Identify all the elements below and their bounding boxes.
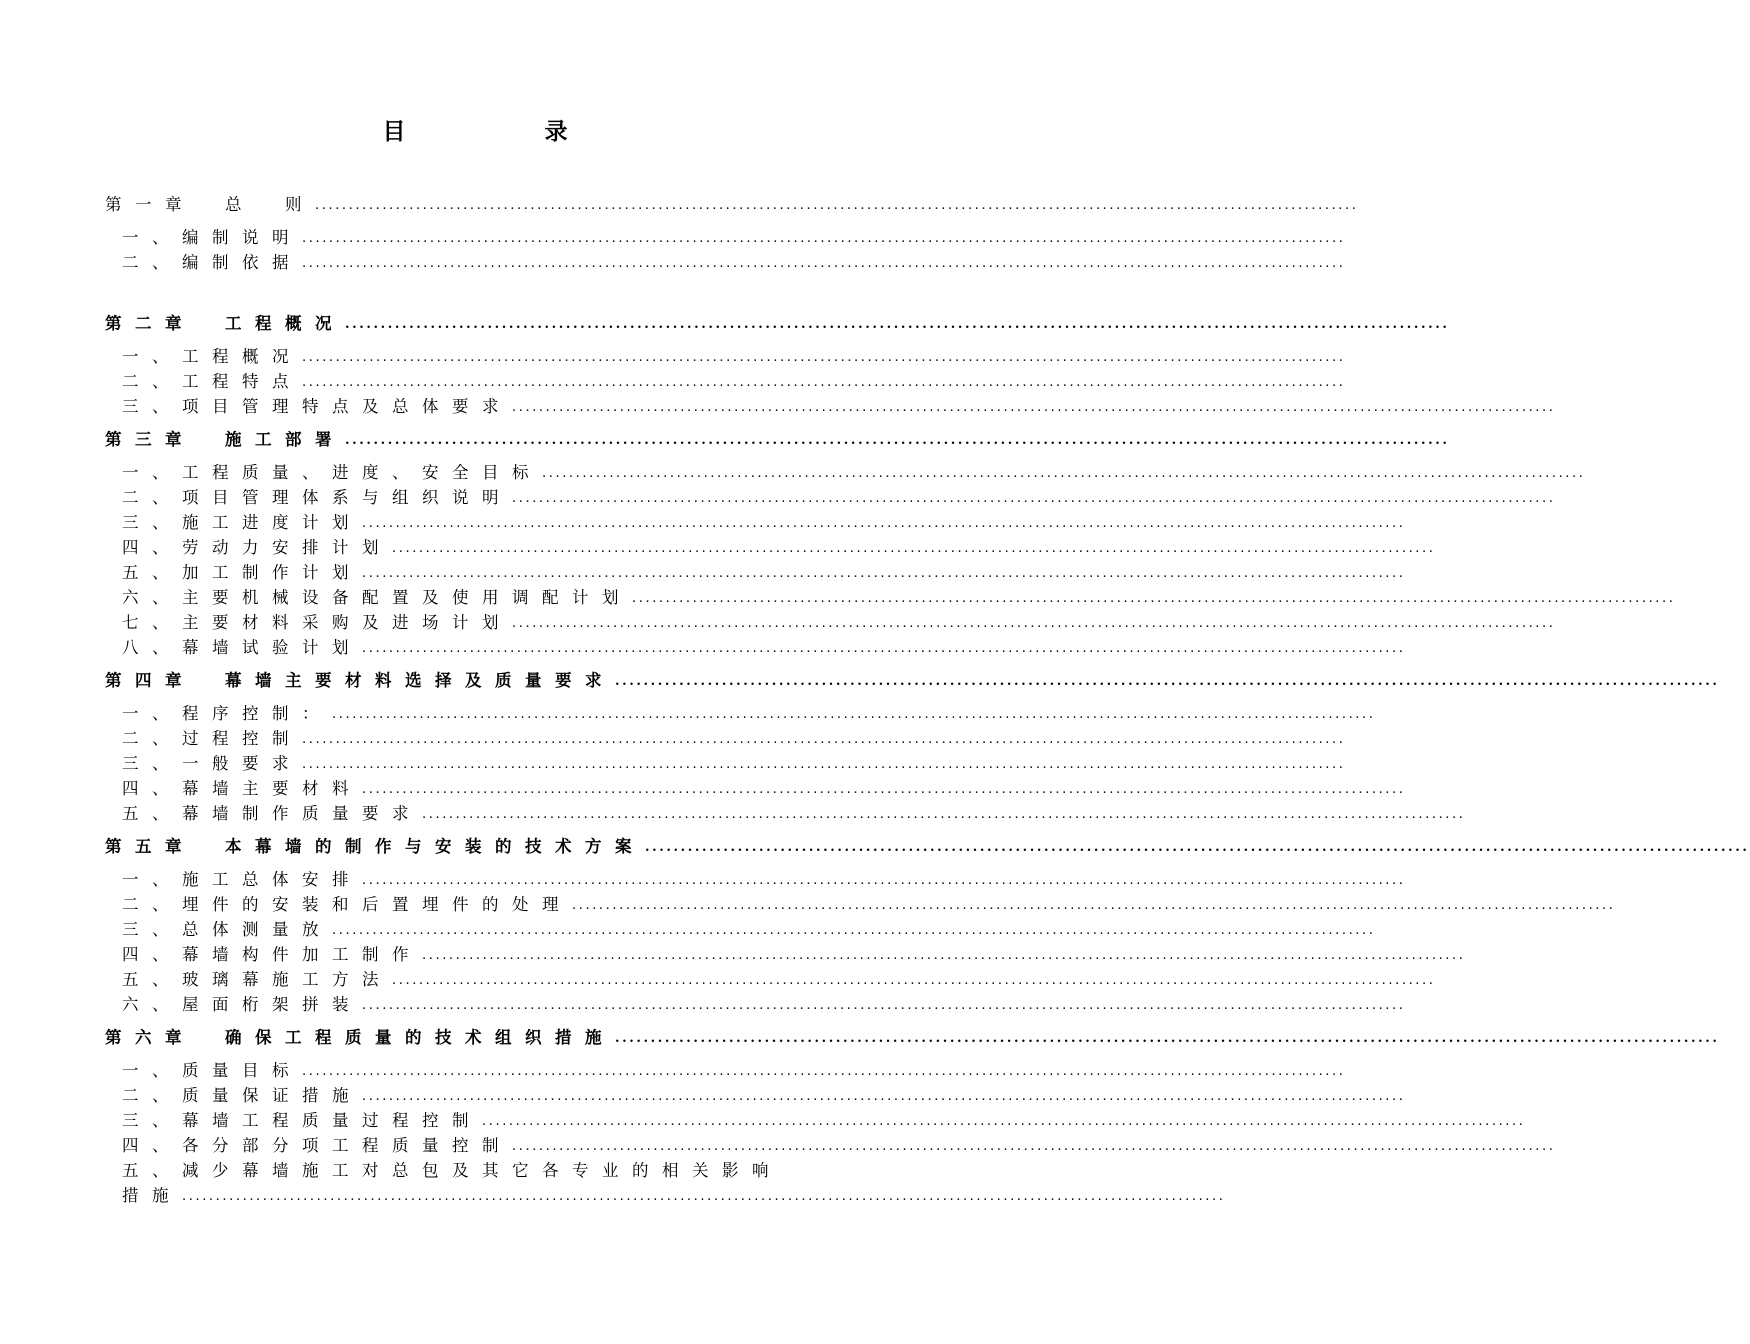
toc-entry-label: 六、主要机械设备配置及使用调配计划 xyxy=(122,588,632,607)
toc-section[interactable] xyxy=(105,1083,1406,1108)
dot-leader: ........................................................................................................................................................... xyxy=(512,1139,1556,1154)
toc-entry-label: 三、施工进度计划 xyxy=(122,513,362,532)
toc-entry-label: 八、幕墙试验计划 xyxy=(122,638,362,657)
dot-leader: ........................................................................................................................................................... xyxy=(302,256,1346,271)
dot-leader: ........................................................................................................................................................... xyxy=(512,400,1556,415)
toc-entry-label: 二、工程特点 xyxy=(122,372,302,391)
toc-entry-label: 第三章 施工部署 xyxy=(105,430,345,449)
toc-entry-label: 第一章 总 则 xyxy=(105,195,315,214)
dot-leader: ........................................................................................................................................................... xyxy=(302,732,1346,747)
toc-chapter-6[interactable] xyxy=(105,1025,1720,1050)
dot-leader: ........................................................................................................................................................... xyxy=(392,541,1436,556)
toc-entry-label: 一、编制说明 xyxy=(122,228,302,247)
toc-section[interactable] xyxy=(105,585,1676,610)
dot-leader: ........................................................................................................................................................... xyxy=(422,948,1466,963)
toc-section[interactable] xyxy=(105,751,1346,776)
toc-section-wrapped-end[interactable] xyxy=(105,1183,1226,1208)
toc-entry-label: 三、项目管理特点及总体要求 xyxy=(122,397,512,416)
toc-entry-label: 措施 xyxy=(122,1186,182,1205)
toc-section[interactable] xyxy=(105,460,1586,485)
toc-section[interactable] xyxy=(105,394,1556,419)
toc-section[interactable] xyxy=(105,942,1466,967)
page-title: 目 录 xyxy=(382,118,626,145)
toc-section[interactable] xyxy=(105,776,1406,801)
dot-leader: ........................................................................................................................................................... xyxy=(362,641,1406,656)
dot-leader: ........................................................................................................................................................... xyxy=(362,873,1406,888)
toc-entry-label: 七、主要材料采购及进场计划 xyxy=(122,613,512,632)
toc-section[interactable] xyxy=(105,535,1436,560)
toc-entry-label: 第六章 确保工程质量的技术组织措施 xyxy=(105,1028,615,1047)
toc-section[interactable] xyxy=(105,485,1556,510)
toc-entry-label: 二、编制依据 xyxy=(122,253,302,272)
toc-entry-label: 五、加工制作计划 xyxy=(122,563,362,582)
toc-entry-label: 五、玻璃幕施工方法 xyxy=(122,970,392,989)
toc-section[interactable] xyxy=(105,344,1346,369)
dot-leader: ........................................................................................................................................................... xyxy=(332,707,1376,722)
toc-section[interactable] xyxy=(105,1058,1346,1083)
table-of-contents xyxy=(105,192,1750,1208)
dot-leader: ........................................................................................................................................................... xyxy=(482,1114,1526,1129)
toc-section[interactable] xyxy=(105,1133,1556,1158)
toc-section[interactable] xyxy=(105,726,1346,751)
dot-leader: ........................................................................................................................................................... xyxy=(362,1089,1406,1104)
toc-section[interactable] xyxy=(105,967,1436,992)
toc-entry-label: 六、屋面桁架拼装 xyxy=(122,995,362,1014)
toc-entry-label: 一、工程质量、进度、安全目标 xyxy=(122,463,542,482)
toc-chapter-2[interactable] xyxy=(105,311,1450,336)
dot-leader: ........................................................................................................................................................... xyxy=(422,807,1466,822)
toc-chapter-1[interactable] xyxy=(105,192,1359,217)
dot-leader: ........................................................................................................................................................... xyxy=(315,198,1359,213)
toc-section[interactable] xyxy=(105,369,1346,394)
dot-leader: ........................................................................................................................................................... xyxy=(645,840,1750,855)
dot-leader: ........................................................................................................................................................... xyxy=(615,1031,1720,1046)
dot-leader: ........................................................................................................................................................... xyxy=(512,491,1556,506)
toc-section[interactable] xyxy=(105,225,1346,250)
toc-entry-label: 一、程序控制： xyxy=(122,704,332,723)
dot-leader: ........................................................................................................................................................... xyxy=(362,998,1406,1013)
toc-entry-label: 二、质量保证措施 xyxy=(122,1086,362,1105)
toc-entry-label: 三、幕墙工程质量过程控制 xyxy=(122,1111,482,1130)
dot-leader: ........................................................................................................................................................... xyxy=(392,973,1436,988)
toc-section[interactable] xyxy=(105,801,1466,826)
toc-entry-label: 四、各分部分项工程质量控制 xyxy=(122,1136,512,1155)
toc-entry-label: 五、幕墙制作质量要求 xyxy=(122,804,422,823)
dot-leader: ........................................................................................................................................................... xyxy=(632,591,1676,606)
dot-leader: ........................................................................................................................................................... xyxy=(362,782,1406,797)
dot-leader: ........................................................................................................................................................... xyxy=(615,674,1720,689)
toc-section-wrapped[interactable]: 五、减少幕墙施工对总包及其它各专业的相关影响 xyxy=(122,1161,782,1180)
dot-leader: ........................................................................................................................................................... xyxy=(182,1189,1226,1204)
toc-section[interactable] xyxy=(105,1108,1526,1133)
dot-leader: ........................................................................................................................................................... xyxy=(302,375,1346,390)
toc-entry-label: 二、项目管理体系与组织说明 xyxy=(122,488,512,507)
dot-leader: ........................................................................................................................................................... xyxy=(302,350,1346,365)
dot-leader: ........................................................................................................................................................... xyxy=(542,466,1586,481)
toc-entry-label: 四、幕墙构件加工制作 xyxy=(122,945,422,964)
dot-leader: ........................................................................................................................................................... xyxy=(362,566,1406,581)
toc-section[interactable] xyxy=(105,701,1376,726)
toc-chapter-4[interactable] xyxy=(105,668,1720,693)
toc-section[interactable] xyxy=(105,892,1616,917)
dot-leader: ........................................................................................................................................................... xyxy=(362,516,1406,531)
toc-entry-label: 第五章 本幕墙的制作与安装的技术方案 xyxy=(105,837,645,856)
toc-chapter-3[interactable] xyxy=(105,427,1450,452)
toc-section[interactable] xyxy=(105,560,1406,585)
toc-entry-label: 一、施工总体安排 xyxy=(122,870,362,889)
dot-leader: ........................................................................................................................................................... xyxy=(302,231,1346,246)
dot-leader: ........................................................................................................................................................... xyxy=(345,317,1450,332)
toc-section[interactable] xyxy=(105,635,1406,660)
toc-entry-label: 第二章 工程概况 xyxy=(105,314,345,333)
toc-entry-label: 二、埋件的安装和后置埋件的处理 xyxy=(122,895,572,914)
dot-leader: ........................................................................................................................................................... xyxy=(512,616,1556,631)
toc-entry-label: 三、总体测量放 xyxy=(122,920,332,939)
dot-leader: ........................................................................................................................................................... xyxy=(302,1064,1346,1079)
toc-entry-label: 四、幕墙主要材料 xyxy=(122,779,362,798)
toc-entry-label: 一、工程概况 xyxy=(122,347,302,366)
toc-chapter-5[interactable] xyxy=(105,834,1750,859)
toc-entry-label: 第四章 幕墙主要材料选择及质量要求 xyxy=(105,671,615,690)
dot-leader: ........................................................................................................................................................... xyxy=(572,898,1616,913)
toc-section[interactable] xyxy=(105,510,1406,535)
toc-section[interactable] xyxy=(105,867,1406,892)
toc-section[interactable] xyxy=(105,917,1376,942)
toc-entry-label: 二、过程控制 xyxy=(122,729,302,748)
dot-leader: ........................................................................................................................................................... xyxy=(332,923,1376,938)
toc-entry-label: 三、一般要求 xyxy=(122,754,302,773)
dot-leader: ........................................................................................................................................................... xyxy=(345,433,1450,448)
dot-leader: ........................................................................................................................................................... xyxy=(302,757,1346,772)
toc-entry-label: 一、质量目标 xyxy=(122,1061,302,1080)
toc-section[interactable] xyxy=(105,992,1406,1017)
toc-section[interactable] xyxy=(105,610,1556,635)
toc-section[interactable] xyxy=(105,250,1346,275)
toc-entry-label: 四、劳动力安排计划 xyxy=(122,538,392,557)
